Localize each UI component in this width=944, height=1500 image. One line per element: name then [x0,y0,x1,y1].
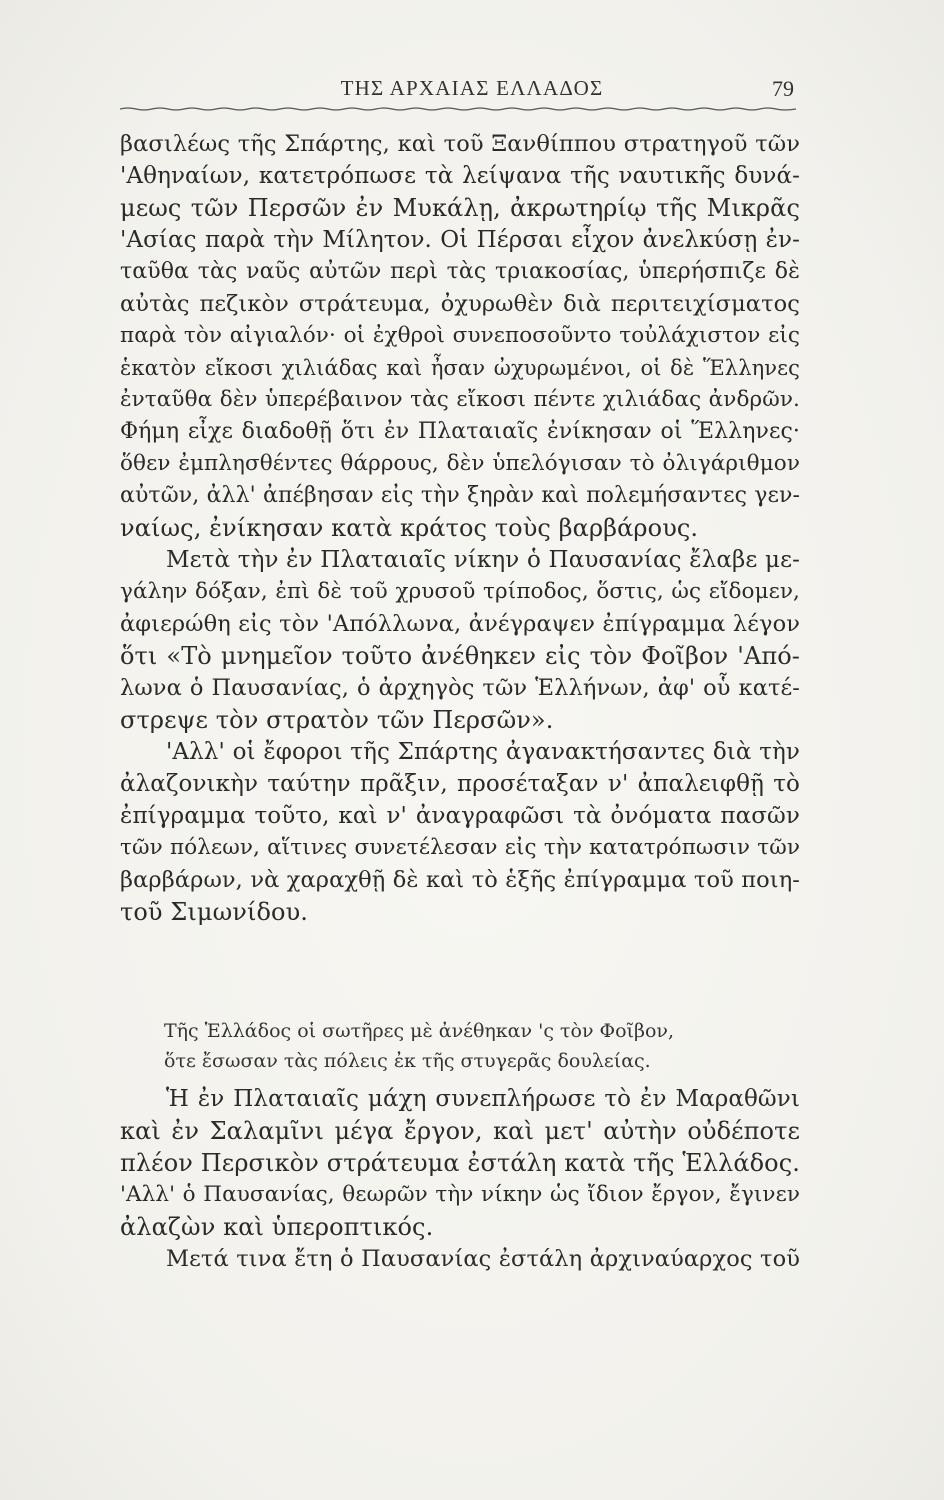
text-line: στρεψε τὸν στρατὸν τῶν Περσῶν». [120,706,554,734]
main-text-block-continued [120,1083,800,1275]
text-line: ἐνταῦθα δὲν ὑπερέβαινον τὰς εἴκοσι πέντε χιλιάδας ἀνδρῶν. [120,387,800,412]
text-line: γάλην δόξαν, ἐπὶ δὲ τοῦ χρυσοῦ τρίποδος, ὅστις, ὡς εἴδομεν, [120,579,800,604]
text-line: ναίως, ἐνίκησαν κατὰ κράτος τοὺς βαρβάρους. [120,514,699,542]
text-line: ταῦθα τὰς ναῦς αὐτῶν περὶ τὰς τριακοσίας, ὑπερήσπιζε δὲ [120,259,800,284]
running-title: ΤΗΣ ΑΡΧΑΙΑΣ ΕΛΛΑΔΟΣ [340,76,604,100]
header-rule [120,106,796,112]
text-line: βασιλέως τῆς Σπάρτης, καὶ τοῦ Ξανθίππου στρατηγοῦ τῶν [120,131,800,157]
text-line: ἀφιερώθη εἰς τὸν 'Απόλλωνα, ἀνέγραψεν ἐπίγραμμα λέγον [120,611,800,637]
epigram-block [164,1016,764,1076]
text-line: ἀλαζὼν καὶ ὑπεροπτικός. [120,1213,434,1241]
text-line: αὐτὰς πεζικὸν στράτευμα, ὀχυρωθὲν διὰ περιτειχίσματος [120,291,800,317]
text-line: λωνα ὁ Παυσανίας, ὁ ἀρχηγὸς τῶν Ἑλλήνων, ἀφ' οὗ κατέ- [120,675,800,701]
text-line: Ἡ ἐν Πλαταιαῖς μάχη συνεπλήρωσε τὸ ἐν Μαραθῶνι [166,1086,800,1112]
text-line: παρὰ τὸν αἰγιαλόν· οἱ ἐχθροὶ συνεποσοῦντο τοὐλάχιστον εἰς [120,323,800,348]
text-line: Φήμη εἶχε διαδοθῇ ὅτι ἐν Πλαταιαῖς ἐνίκησαν οἱ Ἕλληνες· [120,419,800,444]
text-line: 'Αλλ' οἱ ἔφοροι τῆς Σπάρτης ἀγανακτήσαντες διὰ τὴν [166,739,800,765]
text-line: μεως τῶν Περσῶν ἐν Μυκάλῃ, ἀκρωτηρίῳ τῆς Μικρᾶς [120,194,800,222]
text-line: τῶν πόλεων, αἵτινες συνετέλεσαν εἰς τὴν κατατρόπωσιν τῶν [120,835,800,860]
page-number: 79 [772,76,794,101]
text-line: ὅθεν ἐμπλησθέντες θάρρους, δὲν ὑπελόγισαν τὸ ὀλιγάριθμον [120,451,800,476]
epigram-line: Τῆς Ἑλλάδος οἱ σωτῆρες μὲ ἀνέθηκαν 'ς τὸν Φοῖβον, [164,1020,675,1042]
text-line: 'Αθηναίων, κατετρόπωσε τὰ λείψανα τῆς ναυτικῆς δυνά- [120,163,800,189]
text-line: Μετὰ τὴν ἐν Πλαταιαῖς νίκην ὁ Παυσανίας ἔλαβε με- [166,547,800,573]
text-line: τοῦ Σιμωνίδου. [120,898,309,926]
main-text-block [120,128,800,928]
text-line: 'Αλλ' ὁ Παυσανίας, θεωρῶν τὴν νίκην ὡς ἴδιον ἔργον, ἔγινεν [120,1182,800,1207]
text-line: βαρβάρων, νὰ χαραχθῇ δὲ καὶ τὸ ἑξῆς ἐπίγραμμα τοῦ ποιη- [120,867,800,893]
running-head [0,76,944,108]
text-line: ἐπίγραμμα τοῦτο, καὶ ν' ἀναγραφῶσι τὰ ὀνόματα πασῶν [120,803,800,829]
text-line: 'Ασίας παρὰ τὴν Μίλητον. Οἱ Πέρσαι εἶχον ἀνελκύσῃ ἐν- [120,227,800,253]
text-line: ὅτι «Τὸ μνημεῖον τοῦτο ἀνέθηκεν εἰς τὸν Φοῖβον 'Από- [120,642,800,670]
text-line: ἀλαζονικὴν ταύτην πρᾶξιν, προσέταξαν ν' ἀπαλειφθῇ τὸ [120,771,800,797]
text-line: καὶ ἐν Σαλαμῖνι μέγα ἔργον, καὶ μετ' αὐτὴν οὐδέποτε [120,1117,800,1145]
epigram-line: ὅτε ἔσωσαν τὰς πόλεις ἐκ τῆς στυγερᾶς δουλείας. [164,1050,651,1072]
text-line: Μετά τινα ἔτη ὁ Παυσανίας ἐστάλη ἀρχιναύαρχος τοῦ [166,1246,800,1272]
text-line: πλέον Περσικὸν στράτευμα ἐστάλη κατὰ τῆς Ἑλλάδος. [120,1149,800,1177]
text-line: ἑκατὸν εἴκοσι χιλιάδας καὶ ἦσαν ὠχυρωμένοι, οἱ δὲ Ἕλληνες [120,356,800,380]
text-line: αὐτῶν, ἀλλ' ἀπέβησαν εἰς τὴν ξηρὰν καὶ πολεμήσαντες γεν- [120,483,800,508]
